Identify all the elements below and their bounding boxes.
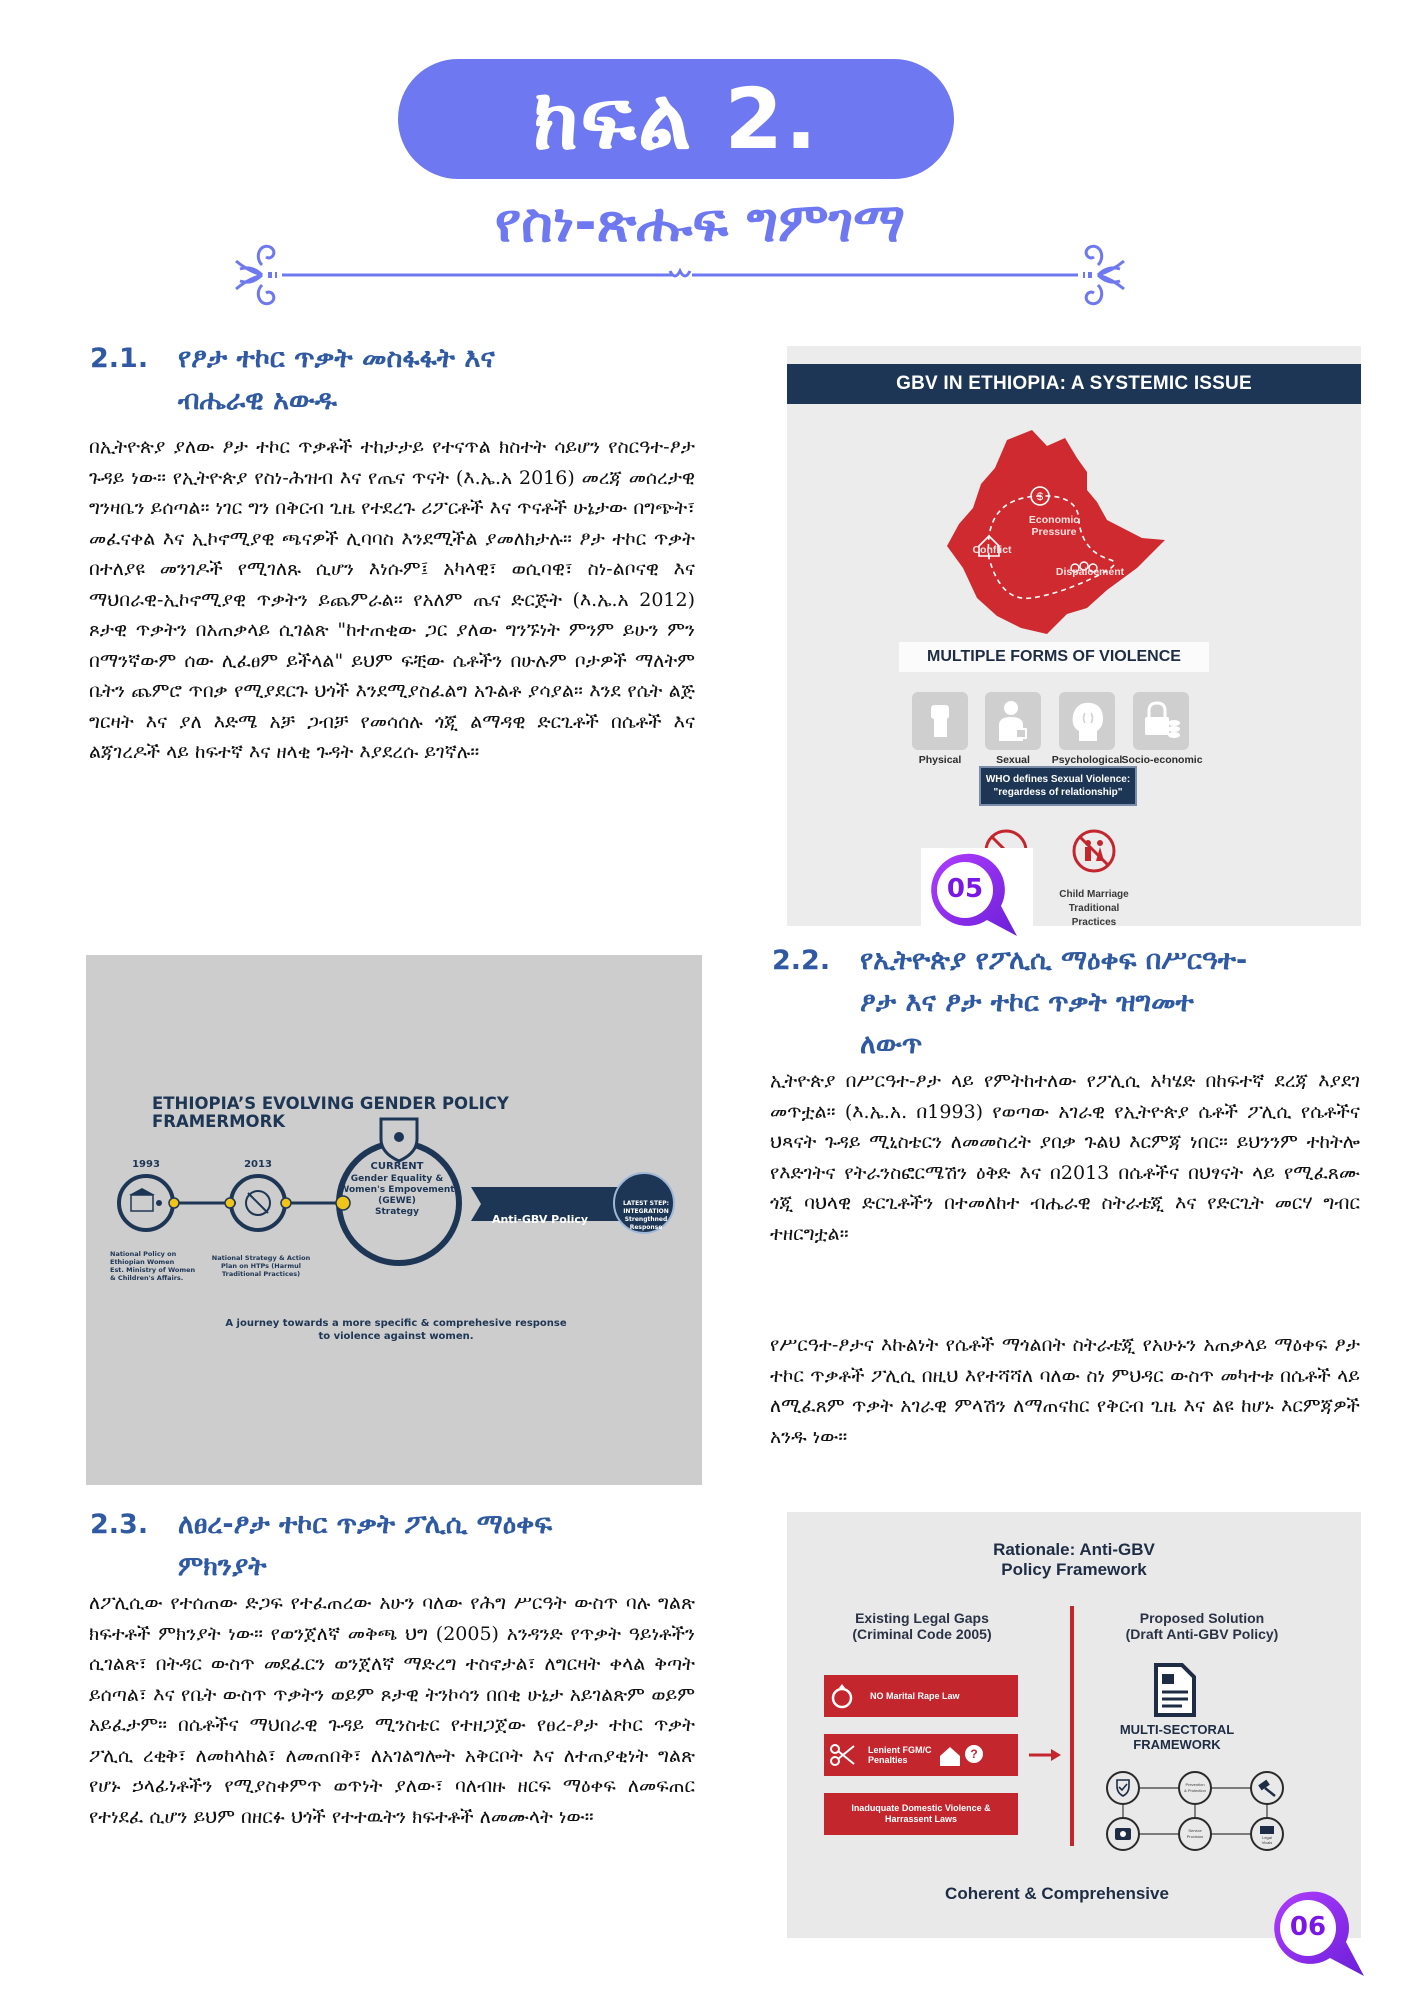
section-title-line: ለውጥ	[860, 1029, 923, 1060]
policy-title-line-1: ETHIOPIA’S EVOLVING GENDER POLICY	[152, 1094, 509, 1113]
section-2-2-paragraph-1: ኢትዮጵያ በሥርዓተ-ፆታ ላይ የምትከተለው የፖሊሲ አካሄድ በከፍተኛ ደረጃ እያደገ መጥቷል። (እ.ኤ.አ. በ1993) የወጣው አገራዊ የኢትዮጵያ ሴቶች ፖሊሲ የሴቶችና ህጻናት ጉዳይ ሚኒስቴርን ለመመስረት ያበቃ ጉልህ እርምጃ ነበር። ይህንንም ተከትሎ የእድገትና የትራንስፎርሜሽን ዕቅድ እና በ2013 በሴቶችና በህፃናት ላይ የሚፈጸሙ ጎጂ ባህላዊ ድርጊቶችን በተመለከተ ብሔራዊ ስትራቴጂ እና የድርጊት መርሃ ግብር ተዘርግቷል።	[770, 1070, 1360, 1245]
solution-head-line-2: (Draft Anti-GBV Policy)	[1125, 1626, 1279, 1642]
form-label-sexual: Sexual	[996, 754, 1030, 766]
section-title-line: ምክንያት	[178, 1551, 267, 1582]
journey-caption	[206, 1317, 586, 1343]
section-2-1-paragraph: በኢትዮጵያ ያለው ፆታ ተኮር ጥቃቶች ተከታታይ የተናጥል ክስተት ሳይሆን የስርዓተ-ፆታ ጉዳይ ነው። የኢትዮጵያ የስነ-ሕዝብ እና የጤና ጥናት (እ.ኤ.አ 2016) መረጃ መሰረታዊ ግንዛቤን ይሰጣል። ነገር ግን በቅርብ ጊዜ የተደረጉ ሪፖርቶች እና ጥናቶች ሁኔታው በግጭት፣ መፈናቀል እና ኢኮኖሚያዊ ጫናዎች ሊባባስ እንደሚችል ያመለክታሉ። ፆታ ተኮር ጥቃት በተለያዩ መንገዶች የሚገለጹ ሲሆን እነሱም፤ አካላዊ፣ ወሲባዊ፣ ስነ-ልቦናዊ እና ማህበራዊ-ኢኮኖሚያዊ ጥቃትን ይጨምራል። የአለም ጤና ድርጅት (እ.ኤ.አ 2012) ጾታዊ ጥቃትን በአጠቃላይ ሲገልጽ "ከተጠቂው ጋር ያለው ግንኙነት ምንም ይሁን ምን በማንኛውም ሰው ሊፈፀም ይችላል" ይህም ፍቺው ሴቶችን በሁሉም ቦታዎች ማለትም ቤትን ጨምሮ ጥበቃ የሚያደርጉ ህጎች እንደሚያስፈልግ አጉልቶ ያሳያል። እንደ የሴት ልጅ ግርዛት እና ያለ እድሜ አቻ ጋብቻ የመሳሰሉ ጎጂ ልማዳዊ ድርጊቶች በሴቶች እና ልጃገረዶች ላይ ከፍተኛ እና ዘላቂ ጉዳት እያደረሱ ይገኛሉ።	[89, 436, 695, 763]
node-label: Provision	[1186, 1834, 1204, 1839]
section-number: 2.2.	[772, 945, 831, 976]
gap-label-line: Lenient FGM/C	[868, 1745, 932, 1755]
desc-line: National Policy on	[110, 1250, 177, 1258]
section-2-2-paragraph-2: የሥርዓተ-ፆታና እኩልነት የሴቶች ማጎልበት ስትራቴጂ የአሁኑን አጠቃላይ ማዕቀፍ ፆታ ተኮር ጥቃቶች ፖሊሲ በዚህ እየተሻሻለ ባለው ስነ ምህዳር ውስጥ መካተቱ በሴቶች ላይ ለሚፈጸም ጥቃት አገራዊ ምላሽን ለማጠናከር የቅርብ ጊዜ እና ልዩ ከሆኑ እርምጃዎች አንዱ ነው።	[770, 1334, 1360, 1448]
latest-line: Response	[629, 1224, 663, 1231]
section-2-3-paragraph: ለፖሊሲው የተሰጠው ድጋፍ የተፈጠረው አሁን ባለው የሕግ ሥርዓት ውስጥ ባሉ ግልጽ ክፍተቶች ምክንያት ነው። የወንጀለኛ መቅጫ ህግ (2005) አንዳንድ የጥቃት ዓይነቶችን ሲገልጽ፣ በትዳር ውስጥ መደፈርን ወንጀለኛ ማድረግ ተስኖታል፣ ለግርዛት ቀላል ቅጣት ይሰጣል፣ እና የቤት ውስጥ ጥቃትን ወይም ጾታዊ ትንኮሳን በበቂ ሁኔታ አይገልጽም ወይም አይፈታም። በሴቶችና ማህበራዊ ጉዳይ ሚንስቴር የተዘጋጀው የፀረ-ፆታ ተኮር ጥቃት ፖሊሲ ረቂቅ፣ ለመከላከል፣ ለመጠበቅ፣ ለአገልግሎት አቅርቦት እና ለተጠያቂነት ግልጽ የሆኑ ኃላፊነቶችን የሚያስቀምጥ ወጥነት ያለው፣ ባለብዙ ዘርፍ ማዕቀፍ ለመፍጠር የተነደፈ ሲሆን ይህም በዘርፉ ህጎች የተተዉትን ክፍተቶች ለመሙላት ነው።	[89, 1592, 695, 1828]
section-title-line: ለፀረ-ፆታ ተኮር ጥቃት ፖሊሲ ማዕቀፍ	[178, 1509, 553, 1540]
node-label: Legal	[1262, 1835, 1272, 1840]
section-title-line: ብሔራዊ አውዱ	[178, 385, 337, 416]
section-title-line: ፆታ እና ፆታ ተኮር ጥቃት ዝግመተ	[860, 987, 1194, 1018]
current-line: (GEWE)	[378, 1196, 416, 1206]
form-label-socio-economic: Socio-economic	[1121, 754, 1203, 766]
map-label-displacement: Dispalcement	[1055, 566, 1125, 578]
node-label: Prevention	[1185, 1782, 1205, 1787]
page-number-badge	[1262, 1884, 1380, 1980]
node-label: Service	[1188, 1828, 1202, 1833]
anti-gbv-policy-label: Anti-GBV Policy	[491, 1213, 589, 1226]
svg-text:?: ?	[969, 1747, 978, 1761]
section-heading-2-2	[772, 940, 1372, 1066]
node-label: Vivals	[1261, 1840, 1273, 1845]
current-line: Gender Equality &	[350, 1174, 444, 1184]
framework-network-graphic	[1105, 1770, 1285, 1854]
desc-line: & Children's Affairs.	[110, 1274, 184, 1282]
policy-framework-title	[152, 1095, 552, 1131]
gaps-head-line-2: (Criminal Code 2005)	[852, 1626, 992, 1642]
gap-label	[868, 1745, 932, 1765]
child-marriage-line-2: Traditional Practices	[1068, 903, 1120, 928]
coherent-comprehensive-label: Coherent & Comprehensive	[945, 1884, 1169, 1903]
msf-line-2: FRAMEWORK	[1133, 1737, 1221, 1752]
existing-gaps-heading	[817, 1610, 1027, 1642]
child-marriage-label	[1049, 888, 1139, 930]
document-icon	[1150, 1662, 1200, 1718]
section-heading-2-1	[90, 338, 690, 422]
gap-label-line: Harrassent Laws	[884, 1814, 958, 1824]
gender-policy-framework-infographic	[86, 955, 702, 1485]
desc-line: Plan on HTPs (Harmul	[221, 1262, 301, 1270]
desc-line: Ethiopian Women	[110, 1258, 175, 1266]
current-label: CURRENT	[370, 1161, 424, 1172]
section-title-line: የፆታ ተኮር ጥቃት መስፋፋት እና	[178, 343, 495, 374]
solution-head-line-1: Proposed Solution	[1139, 1610, 1265, 1626]
chapter-subtitle: የስነ-ጽሑፍ ግምገማ	[494, 191, 906, 254]
who-line-2: "regardess of relationship"	[993, 787, 1123, 798]
current-line: Strategy	[374, 1207, 419, 1217]
infographic-title: GBV IN ETHIOPIA: A SYSTEMIC ISSUE	[787, 364, 1361, 404]
form-label-psychological: Psychological	[1051, 754, 1123, 766]
scissors-icon	[824, 1740, 864, 1770]
section-heading-2-3	[90, 1504, 690, 1588]
journey-line-2: to violence against women.	[318, 1331, 474, 1342]
gap-label-line: Penalties	[868, 1755, 908, 1765]
gap-label: NO Marital Rape Law	[870, 1691, 960, 1701]
policy-timeline-graphic	[86, 955, 702, 1485]
fist-icon	[912, 692, 968, 750]
map-label-conflict: Conflict	[972, 544, 1012, 556]
gaps-head-line-1: Existing Legal Gaps	[855, 1610, 989, 1626]
gap-label	[851, 1803, 990, 1825]
svg-text:$: $	[1036, 491, 1044, 503]
page-number: 06	[1289, 1912, 1327, 1942]
latest-line: LATEST STEP:	[622, 1200, 669, 1207]
policy-title-line-2: FRAMERMORK	[152, 1112, 286, 1131]
house-question-icon	[938, 1742, 986, 1768]
page-number: 05	[946, 874, 984, 904]
multi-sectoral-framework-label	[1097, 1722, 1257, 1752]
latest-line: INTEGRATION	[623, 1208, 669, 1215]
desc-line: Traditional Practices)	[221, 1270, 301, 1278]
rationale-title-line-1: Rationale: Anti-GBV	[993, 1540, 1155, 1559]
chapter-title-pill	[398, 59, 954, 179]
desc-line: Est. Ministry of Women	[110, 1266, 196, 1274]
rationale-title-line-2: Policy Framework	[1001, 1560, 1147, 1579]
head-waves-icon	[1059, 692, 1115, 750]
form-label-physical: Physical	[918, 754, 962, 766]
child-marriage-line-1: Child Marriage	[1059, 889, 1129, 900]
column-divider	[1070, 1606, 1074, 1846]
current-line: Women's Empovement	[339, 1185, 455, 1195]
ring-icon	[824, 1681, 864, 1711]
who-line-1: WHO defines Sexual Violence:	[985, 774, 1131, 785]
section-title-line: የኢትዮጵያ የፖሊሲ ማዕቀፍ በሥርዓተ-	[860, 945, 1248, 976]
timeline-year-2013: 2013	[244, 1159, 272, 1170]
timeline-desc-2013	[206, 1254, 316, 1278]
lock-coins-icon	[1133, 692, 1189, 750]
latest-line: Strengthned	[624, 1216, 668, 1223]
gbv-ethiopia-infographic	[787, 346, 1361, 926]
prohibited-child-marriage-icon	[1071, 828, 1117, 874]
section-number: 2.3.	[90, 1509, 149, 1540]
section-number: 2.1.	[90, 343, 149, 374]
msf-line-1: MULTI-SECTORAL	[1119, 1722, 1235, 1737]
forms-of-violence-title: MULTIPLE FORMS OF VIOLENCE	[899, 642, 1209, 672]
gap-label-line: Inaduquate Domestic Violence &	[851, 1803, 991, 1813]
map-label-economic-pressure: Economic Pressure	[1028, 514, 1080, 538]
arrow-right-icon	[1027, 1746, 1063, 1764]
timeline-desc-1993	[110, 1250, 210, 1282]
rationale-title	[924, 1540, 1224, 1580]
proposed-solution-heading	[1087, 1610, 1317, 1642]
rationale-infographic	[787, 1512, 1361, 1938]
chapter-title: ክፍል 2.	[533, 69, 819, 168]
gap-no-marital-rape-law	[824, 1675, 1018, 1717]
gap-lenient-fgm-penalties	[824, 1734, 1018, 1776]
timeline-year-1993: 1993	[132, 1159, 160, 1170]
ornamental-divider-icon	[232, 235, 1128, 315]
page-number-badge	[921, 848, 1033, 938]
person-lock-icon	[985, 692, 1041, 750]
latest-step-text	[616, 1200, 676, 1232]
node-label: & Protection	[1184, 1788, 1206, 1793]
journey-line-1: A journey towards a more specific & comprehesive response	[225, 1318, 567, 1329]
current-strategy-text	[332, 1161, 462, 1218]
gap-domestic-violence-laws	[824, 1793, 1018, 1835]
desc-line: National Strategy & Action	[211, 1254, 311, 1262]
who-definition-box	[979, 766, 1137, 806]
